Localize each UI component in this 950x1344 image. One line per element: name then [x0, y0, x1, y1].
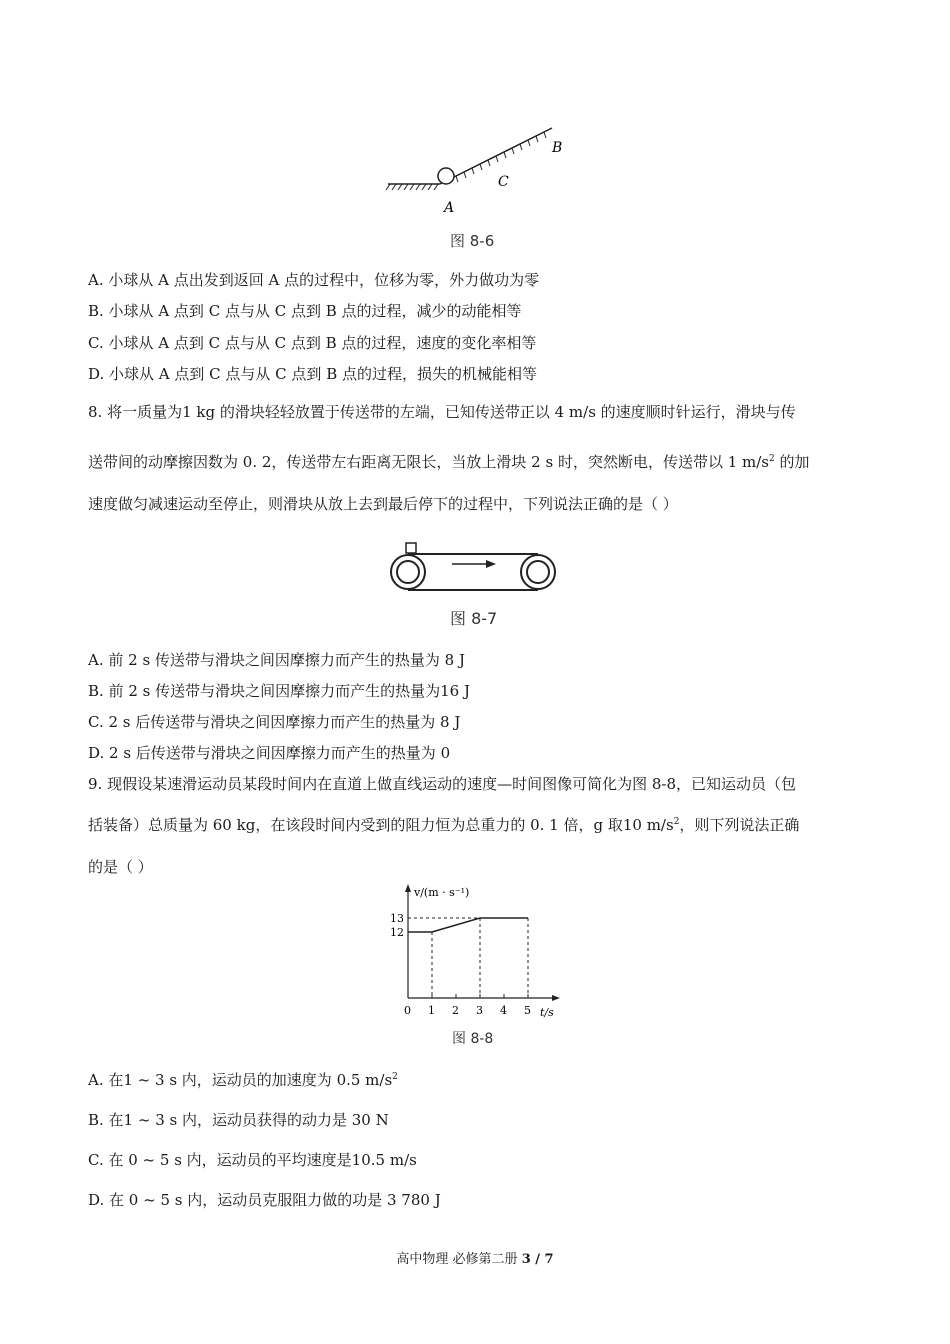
y-tick-label: 12 [390, 926, 404, 939]
q8-stem-line3: 速度做匀减速运动至停止，则滑块从放上去到最后停下的过程中，下列说法正确的是（ ） [88, 495, 678, 513]
slider-block [406, 543, 416, 553]
ball [438, 168, 454, 184]
vt-chart-svg [380, 884, 570, 1020]
label-c: C [498, 174, 509, 190]
q8-option-b: B. 前 2 s 传送带与滑块之间因摩擦力而产生的热量为16 J [88, 682, 470, 700]
q8-option-c: C. 2 s 后传送带与滑块之间因摩擦力而产生的热量为 8 J [88, 713, 461, 731]
x-tick-label: 5 [524, 1004, 531, 1017]
conveyor-diagram [386, 538, 566, 598]
q9-stem-line3: 的是（ ） [88, 858, 153, 876]
figure-8-7 [386, 538, 566, 598]
x-tick-label: 3 [476, 1004, 483, 1017]
page-number: 3 / 7 [521, 1252, 554, 1267]
series-segment [432, 918, 480, 932]
ground-hatch [386, 184, 438, 190]
x-tick-label: 4 [500, 1004, 507, 1017]
x-tick-label: 0 [404, 1004, 411, 1017]
q8-option-a: A. 前 2 s 传送带与滑块之间因摩擦力而产生的热量为 8 J [88, 651, 466, 669]
figure-8-6-caption: 图 8-6 [450, 232, 495, 250]
arrow-icon [486, 560, 496, 568]
q7-option-b: B. 小球从 A 点到 C 点与从 C 点到 B 点的过程，减少的动能相等 [88, 302, 522, 320]
footer-text: 高中物理 必修第二册 [396, 1252, 522, 1267]
q9-stem-line2: 括装备）总质量为 60 kg，在该段时间内受到的阻力恒为总重力的 0. 1 倍，g 取10 $m/s^2$，则下列说法正确 [88, 816, 800, 834]
figure-8-8-chart [380, 884, 570, 1020]
label-a: A [444, 200, 455, 216]
label-b: B [552, 140, 563, 156]
y-axis-label: v/(m · s⁻¹) [414, 886, 470, 899]
q9-option-b: B. 在1 ~ 3 s 内，运动员获得的动力是 30 N [88, 1111, 389, 1129]
figure-8-7-caption: 图 8-7 [450, 609, 498, 628]
q9-stem-line1: 9. 现假设某速滑运动员某段时间内在直道上做直线运动的速度—时间图像可简化为图 8-8，已知运动员（包 [88, 775, 797, 793]
x-axis-arrow-icon [552, 995, 560, 1001]
q8-stem-line2: 送带间的动摩擦因数为 0. 2，传送带左右距离无限长，当放上滑块 2 s 时，突然断电，传送带以 1 $m/s^2$ 的加 [88, 453, 810, 471]
q7-option-d: D. 小球从 A 点到 C 点与从 C 点到 B 点的过程，损失的机械能相等 [88, 365, 537, 383]
page-footer [0, 1248, 950, 1267]
y-axis-arrow-icon [405, 884, 411, 892]
figure-8-8-caption: 图 8-8 [452, 1031, 494, 1047]
y-tick-label: 13 [390, 912, 404, 925]
incline-diagram [380, 120, 580, 220]
x-axis-label: t/s [540, 1006, 554, 1019]
q9-option-a: A. 在1 ~ 3 s 内，运动员的加速度为 0.5 $m/s^2$ [88, 1071, 398, 1089]
q9-option-c: C. 在 0 ~ 5 s 内，运动员的平均速度是10.5 m/s [88, 1151, 417, 1169]
figure-8-6 [380, 120, 580, 220]
q9-option-d: D. 在 0 ~ 5 s 内，运动员克服阻力做的功是 3 780 J [88, 1191, 441, 1209]
q7-option-c: C. 小球从 A 点到 C 点与从 C 点到 B 点的过程，速度的变化率相等 [88, 334, 537, 352]
q7-option-a: A. 小球从 A 点出发到返回 A 点的过程中，位移为零，外力做功为零 [88, 271, 540, 289]
x-tick-label: 1 [428, 1004, 435, 1017]
x-tick-label: 2 [452, 1004, 459, 1017]
q8-option-d: D. 2 s 后传送带与滑块之间因摩擦力而产生的热量为 0 [88, 744, 451, 762]
q8-stem-line1: 8. 将一质量为1 kg 的滑块轻轻放置于传送带的左端，已知传送带正以 4 m/s 的速度顺时针运行，滑块与传 [88, 403, 796, 421]
